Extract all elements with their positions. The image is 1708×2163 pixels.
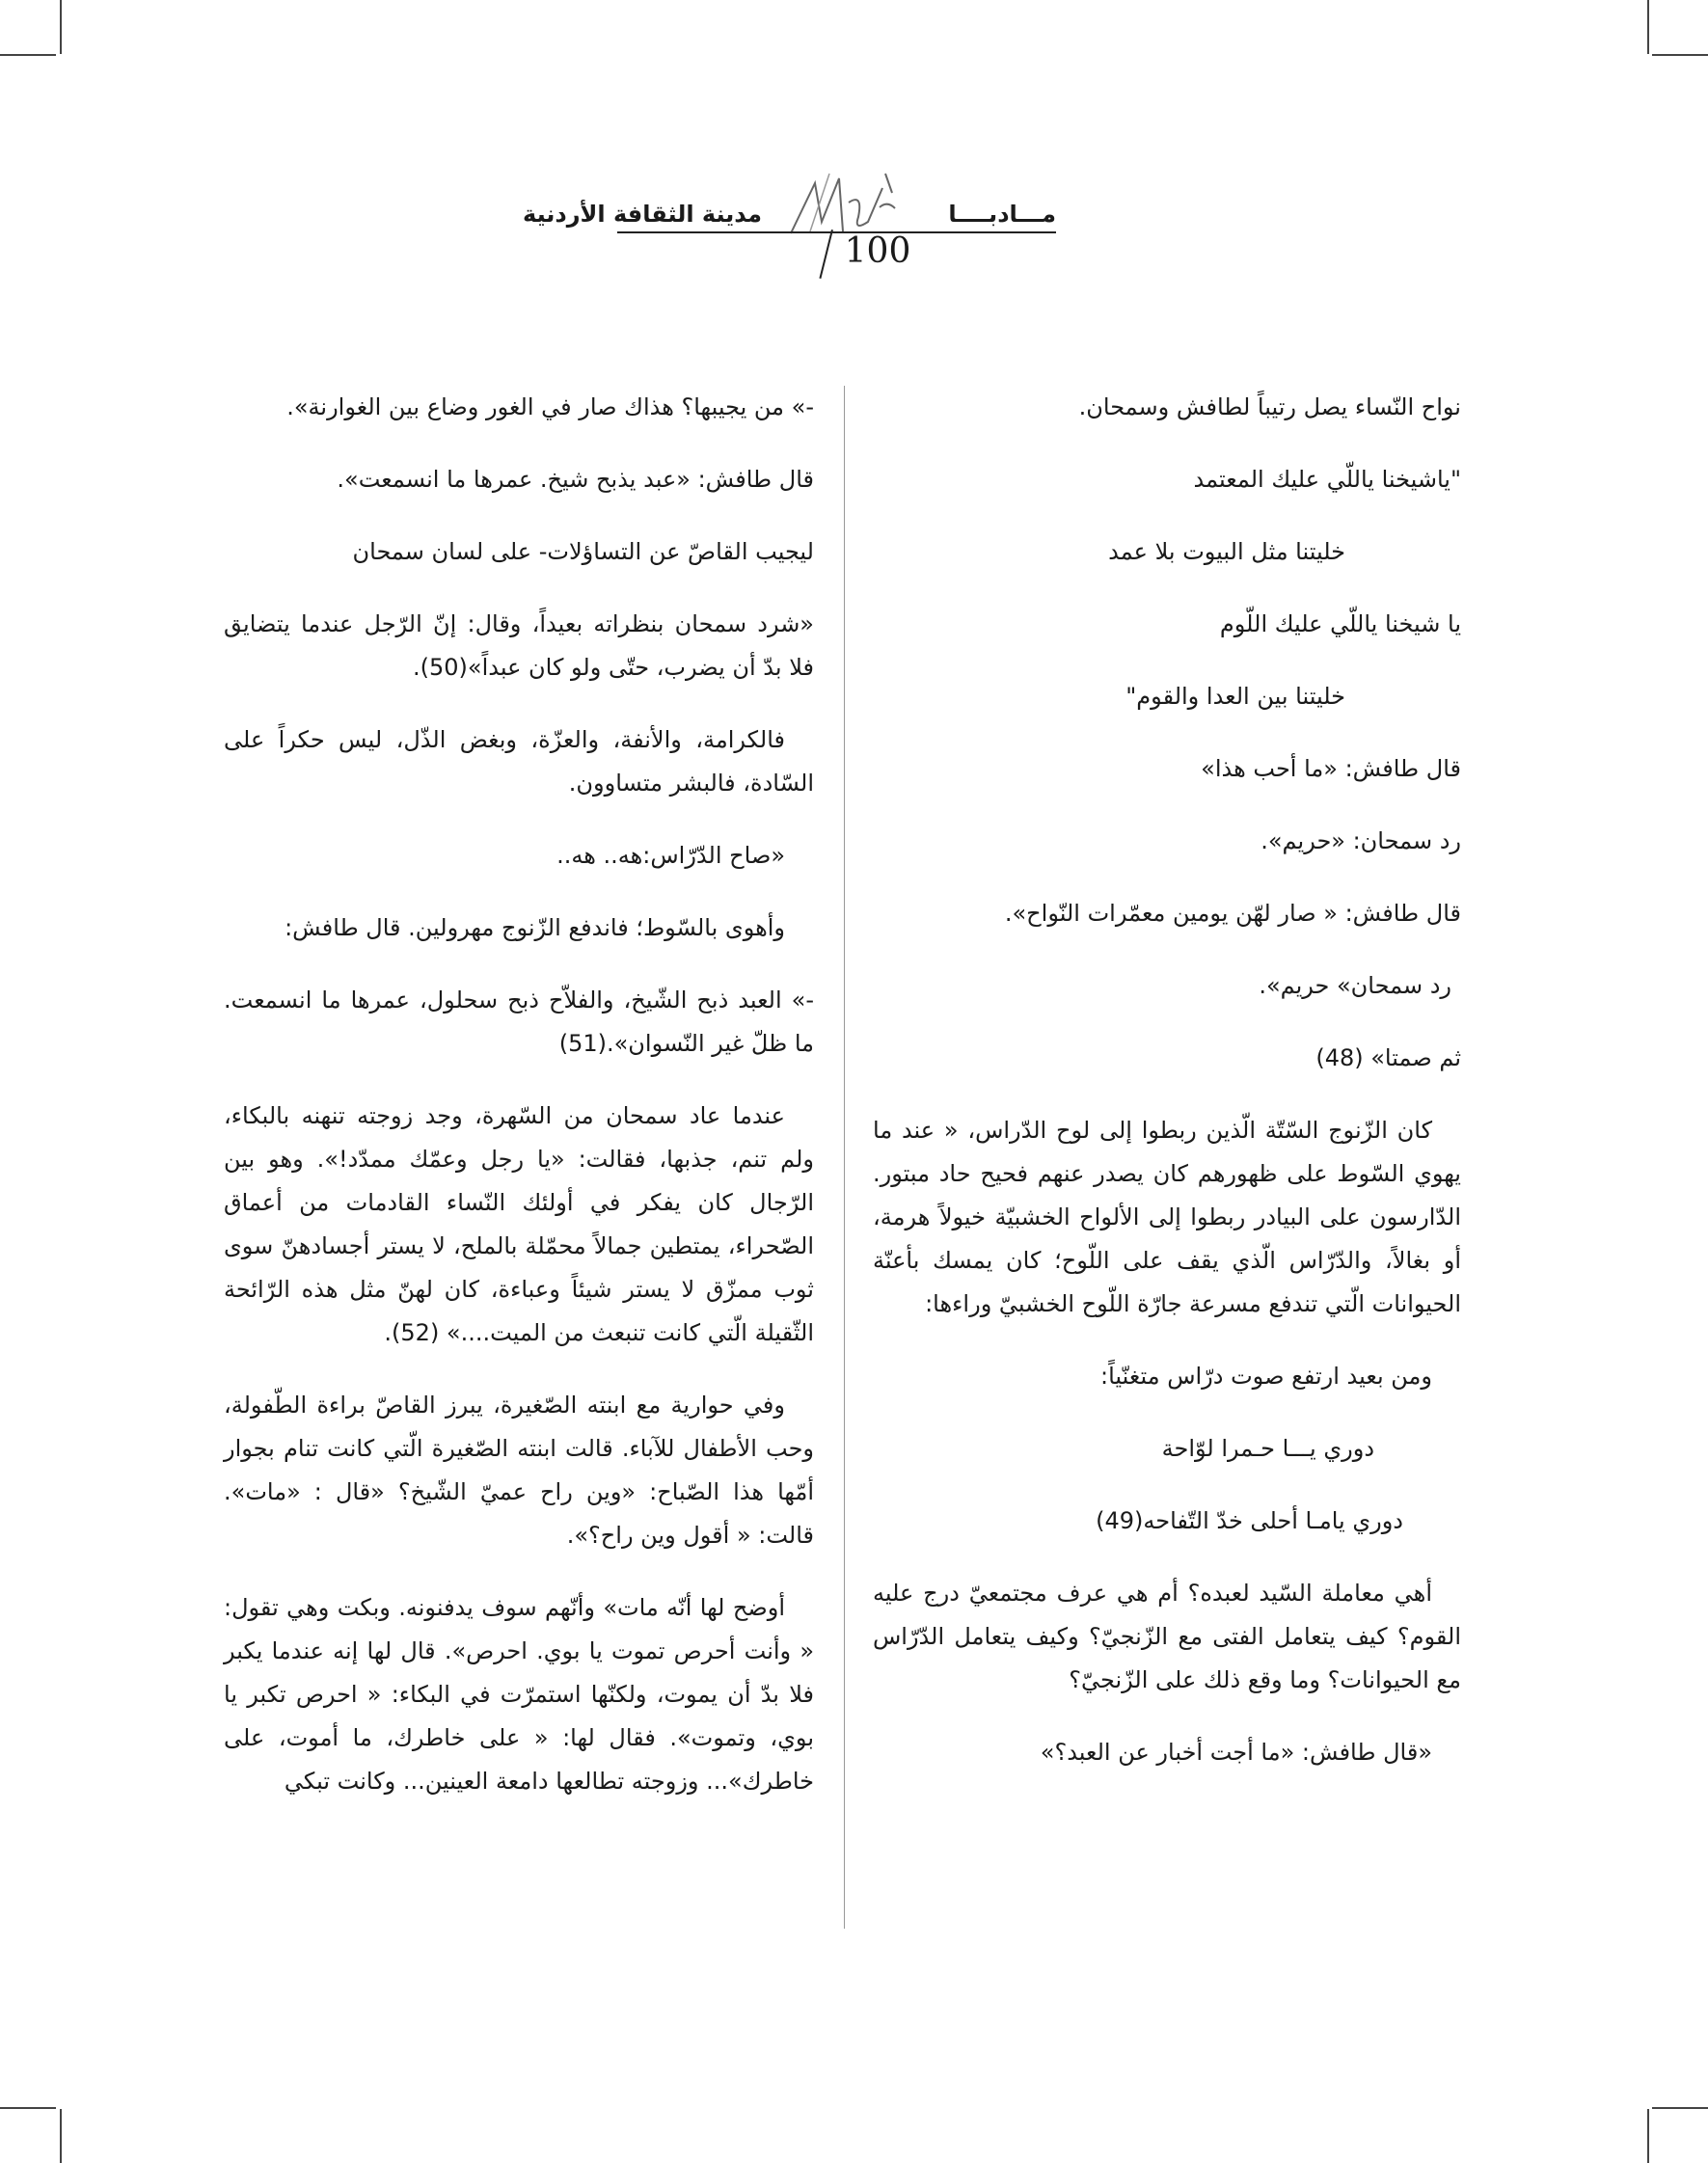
left-text-column bbox=[224, 386, 814, 1832]
paragraph: وفي حوارية مع ابنته الصّغيرة، يبرز القاصّ براءة الطّفولة، وحب الأطفال للآباء. قالت ابنته الصّغيرة الّتي كانت تنام بجوار أمّها هذا الصّباح: «وين راح عميّ الشّيخ؟ «قال : «مات». قالت: « أقول وين راح؟». bbox=[224, 1392, 814, 1549]
paragraph: «شرد سمحان بنظراته بعيداً، وقال: إنّ الرّجل عندما يتضايق فلا بدّ أن يضرب، حتّى ولو كان عبداً»(50). bbox=[224, 610, 814, 681]
crop-mark bbox=[0, 54, 56, 56]
paragraph: عندما عاد سمحان من السّهرة، وجد زوجته تنهنه بالبكاء، ولم تنم، جذبها، فقالت: «يا رجل وعمّك ممدّد!». وهو بين الرّجال كان يفكر في أولئك النّساء القادمات من أعماق الصّحراء، يمتطين جمالاً محمّلة بالملح، لا يستر أجسادهنّ سوى ثوب ممزّق لا يستر شيئاً وعباءة، كان لهنّ مثل هذه الرّائحة الثّقيلة الّتي كانت تنبعث من الميت....» (52). bbox=[224, 1102, 814, 1346]
verse-line: دوري يامـا أحلى خدّ التّفاحه(49) bbox=[1096, 1507, 1403, 1534]
paragraph: نواح النّساء يصل رتيباً لطافش وسمحان. bbox=[1078, 393, 1461, 420]
paragraph: ليجيب القاصّ عن التساؤلات- على لسان سمحان bbox=[352, 538, 814, 565]
paragraph: -» العبد ذبح الشّيخ، والفلاّح ذبح سحلول، عمرها ما انسمعت. ما ظلّ غير النّسوان».(51) bbox=[224, 987, 814, 1057]
paragraph: قال طافش: «ما أحب هذا» bbox=[1201, 755, 1461, 782]
paragraph: «صاح الدّرّاس:هه.. هه.. bbox=[556, 842, 785, 869]
crop-mark bbox=[0, 2107, 56, 2109]
crop-mark bbox=[1647, 0, 1649, 54]
header-city-title: مدينة الثقافة الأردنية bbox=[523, 201, 762, 228]
crop-mark bbox=[1652, 54, 1708, 56]
verse-line: يا شيخنا ياللّي عليك اللّوم bbox=[1219, 610, 1461, 637]
paragraph: «قال طافش: «ما أجت أخبار عن العبد؟» bbox=[1040, 1739, 1432, 1766]
paragraph: قال طافش: « صار لهّن يومين معمّرات النّواح». bbox=[1004, 900, 1461, 927]
paragraph: أهي معاملة السّيد لعبده؟ أم هي عرف مجتمعيّ درج عليه القوم؟ كيف يتعامل الفتى مع الزّنجيّ؟ وكيف يتعامل الدّرّاس مع الحيوانات؟ وما وقع ذلك على الزّنجيّ؟ bbox=[873, 1580, 1461, 1693]
right-text-column bbox=[873, 386, 1461, 1803]
verse-line: خليتنا بين العدا والقوم" bbox=[1125, 683, 1345, 710]
paragraph: قال طافش: «عبد يذبح شيخ. عمرها ما انسمعت». bbox=[337, 466, 814, 493]
crop-mark bbox=[1652, 2107, 1708, 2109]
crop-mark bbox=[1647, 2109, 1649, 2163]
paragraph: وأهوى بالسّوط؛ فاندفع الزّنوج مهرولين. قال طافش: bbox=[285, 914, 785, 941]
header-magazine-name: مـــادبــــا bbox=[948, 201, 1056, 228]
paragraph: ومن بعيد ارتفع صوت درّاس متغنّياً: bbox=[1100, 1363, 1432, 1390]
paragraph: رد سمحان» حريم». bbox=[1259, 972, 1451, 999]
column-divider bbox=[844, 386, 845, 1929]
paragraph: رد سمحان: «حريم». bbox=[1261, 827, 1461, 854]
paragraph: أوضح لها أنّه مات» وأنّهم سوف يدفنونه. وبكت وهي تقول: « وأنت أحرص تموت يا بوي. احرص». قال لها إنه عندما يكبر فلا بدّ أن يموت، ولكنّها استمرّت في البكاء: « احرص تكبر يا بوي، وتموت». فقال لها: « على خاطرك، ما أموت، على خاطرك»... وزوجته تطالعها دامعة العينين... وكانت تبكي bbox=[224, 1594, 814, 1795]
paragraph: فالكرامة، والأنفة، والعزّة، وبغض الذّل، ليس حكراً على السّادة، فالبشر متساوون. bbox=[224, 726, 814, 797]
crop-mark bbox=[60, 2109, 62, 2163]
page-header bbox=[523, 164, 1056, 280]
paragraph: -» من يجيبها؟ هذاك صار في الغور وضاع بين الغوارنة». bbox=[286, 393, 814, 420]
verse-line: دوري يـــا حـمرا لوّاحة bbox=[1161, 1435, 1374, 1462]
paragraph: ثم صمتا» (48) bbox=[1315, 1044, 1461, 1071]
verse-line: "ياشيخنا ياللّي عليك المعتمد bbox=[1193, 466, 1461, 493]
crop-mark bbox=[60, 0, 62, 54]
paragraph: كان الزّنوج السّتّة الّذين ربطوا إلى لوح الدّراس، « عند ما يهوي السّوط على ظهورهم كان يصدر عنهم فحيح حاد مبتور. الدّارسون على البيادر ربطوا إلى الألواح الخشبيّة خيولاً هرمة، أو بغالاً، والدّرّاس الّذي يقف على اللّوح؛ كان يمسك بأعنّة الحيوانات الّتي تندفع مسرعة جارّة اللّوح الخشبيّ وراءها: bbox=[873, 1117, 1461, 1317]
page-number: 100 bbox=[844, 231, 911, 271]
verse-line: خليتنا مثل البيوت بلا عمد bbox=[1108, 538, 1345, 565]
